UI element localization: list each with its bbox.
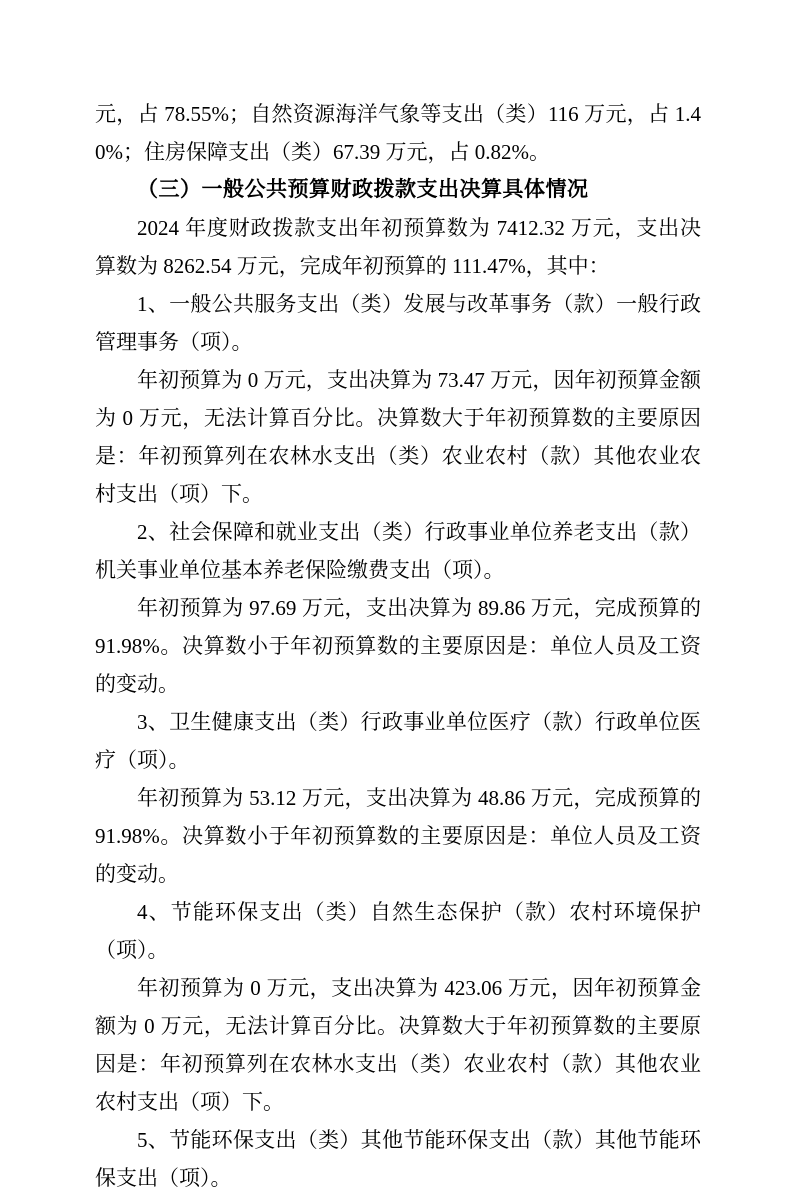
body-paragraph-item-2: 2、社会保障和就业支出（类）行政事业单位养老支出（款）机关事业单位基本养老保险缴费支出（项）。 xyxy=(95,520,701,582)
body-paragraph-item-1: 1、一般公共服务支出（类）发展与改革事务（款）一般行政管理事务（项）。 xyxy=(95,292,701,354)
body-paragraph: 年初预算为 53.12 万元，支出决算为 48.86 万元，完成预算的 91.98%。决算数小于年初预算数的主要原因是：单位人员及工资的变动。 xyxy=(95,786,701,886)
body-paragraph-item-4: 4、节能环保支出（类）自然生态保护（款）农村环境保护（项）。 xyxy=(95,900,701,962)
body-paragraph: 年初预算为 97.69 万元，支出决算为 89.86 万元，完成预算的 91.98%。决算数小于年初预算数的主要原因是：单位人员及工资的变动。 xyxy=(95,596,701,696)
body-paragraph: 2024 年度财政拨款支出年初预算数为 7412.32 万元，支出决算数为 8262.54 万元，完成年初预算的 111.47%，其中： xyxy=(95,216,701,278)
document-body xyxy=(95,95,701,1197)
section-heading: （三）一般公共预算财政拨款支出决算具体情况 xyxy=(137,178,589,201)
body-paragraph: 年初预算为 0 万元，支出决算为 423.06 万元，因年初预算金额为 0 万元，无法计算百分比。决算数大于年初预算数的主要原因是：年初预算列在农林水支出（类）农业农村（款）其他农业农村支出（项）下。 xyxy=(95,976,701,1114)
body-paragraph-continued: 元，占 78.55%；自然资源海洋气象等支出（类）116 万元，占 1.40%；住房保障支出（类）67.39 万元，占 0.82%。 xyxy=(95,102,701,164)
body-paragraph-item-5: 5、节能环保支出（类）其他节能环保支出（款）其他节能环保支出（项）。 xyxy=(95,1128,701,1190)
body-paragraph-item-3: 3、卫生健康支出（类）行政事业单位医疗（款）行政单位医疗（项）。 xyxy=(95,710,701,772)
body-paragraph: 年初预算为 0 万元，支出决算为 73.47 万元，因年初预算金额为 0 万元，无法计算百分比。决算数大于年初预算数的主要原因是：年初预算列在农林水支出（类）农业农村（款）其他农业农村支出（项）下。 xyxy=(95,368,701,506)
